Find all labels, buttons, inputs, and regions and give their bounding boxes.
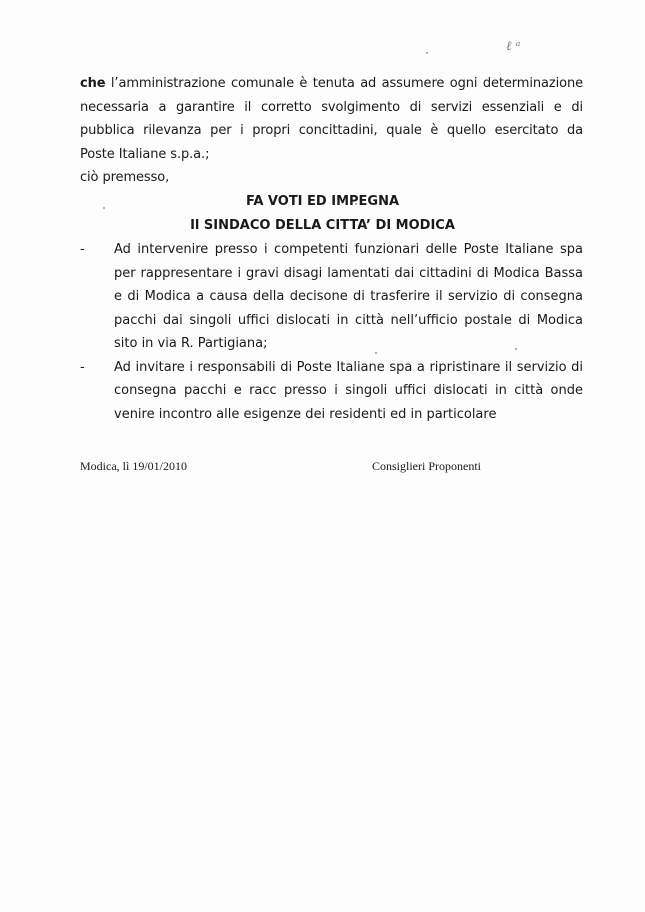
list-item	[80, 238, 583, 356]
intro-paragraph	[80, 72, 583, 190]
scan-speck	[426, 52, 428, 54]
handwritten-mark: ℓ ᵃ	[506, 39, 521, 54]
intro-lead-word: che	[80, 76, 106, 91]
list-item-line: consegna pacchi e racc presso i singoli uffici dislocati in città onde	[114, 383, 583, 398]
intro-line-3: pubblica rilevanza per i propri concittadini, quale è quello esercitato da	[80, 123, 583, 138]
list-item-line: Ad invitare i responsabili di Poste Italiane spa a ripristinare il servizio di	[114, 359, 583, 375]
list-item-line: Ad intervenire presso i competenti funzionari delle Poste Italiane spa	[114, 242, 583, 257]
bullet-dash: -	[80, 359, 85, 375]
list-item-line: e di Modica a causa della decisone di trasferire il servizio di consegna	[114, 289, 583, 304]
list-item-line: per rappresentare i gravi disagi lamentati dai cittadini di Modica Bassa	[114, 265, 583, 281]
intro-line-1-text: l’amministrazione comunale è tenuta ad assumere ogni determinazione	[105, 76, 583, 91]
intro-line-4: Poste Italiane s.p.a.;	[80, 146, 210, 162]
commitment-list	[80, 238, 583, 426]
place-date: Modica, lì 19/01/2010	[80, 459, 187, 473]
signers-label: Consiglieri Proponenti	[372, 459, 481, 473]
list-item	[80, 356, 583, 427]
heading-line-1: FA VOTI ED IMPEGNA	[245, 194, 400, 209]
intro-line-1	[80, 72, 583, 96]
bullet-dash: -	[80, 242, 85, 257]
intro-line-5: ciò premesso,	[80, 170, 170, 185]
heading-line-2: Il SINDACO DELLA CITTA’ DI MODICA	[190, 218, 455, 233]
list-item-line: venire incontro alle esigenze dei residenti ed in particolare	[114, 406, 497, 422]
intro-line-2: necessaria a garantire il corretto svolgimento di servizi essenziali e di	[80, 99, 583, 115]
list-item-line: pacchi dai singoli uffici dislocati in città nell’ufficio postale di Modica	[114, 312, 583, 328]
list-item-line: sito in via R. Partigiana;	[114, 336, 268, 351]
